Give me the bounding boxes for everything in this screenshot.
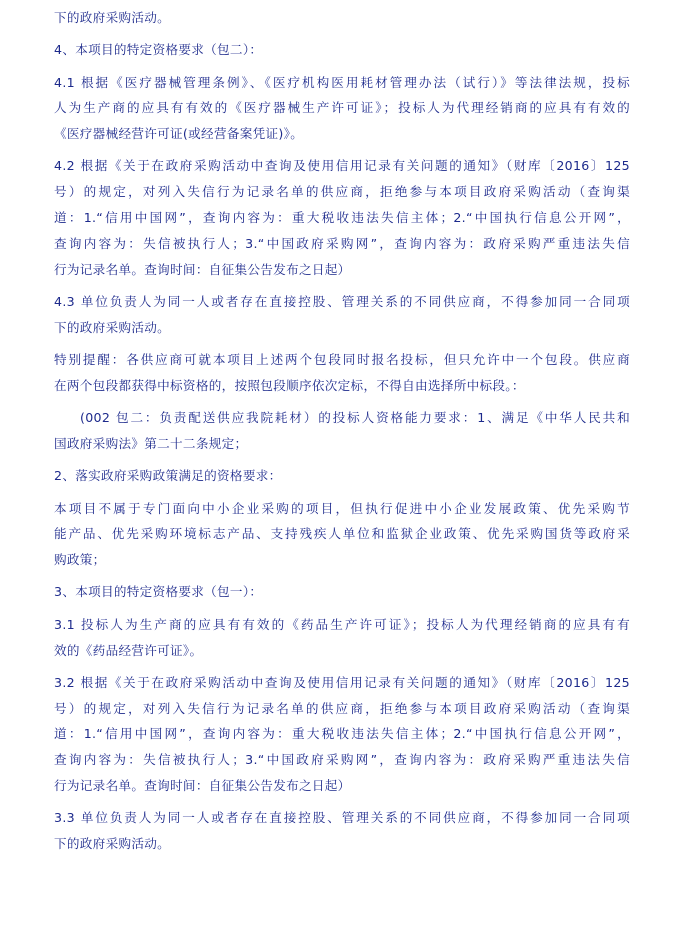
text-line: 行为记录名单。查询时间：自征集公告发布之日起） bbox=[54, 261, 351, 277]
text-line: 本项目不属于专门面向中小企业采购的项目，但执行促进中小企业发展政策、优先采购节 bbox=[54, 500, 630, 516]
text-line: 能产品、优先采购环境标志产品、支持残疾人单位和监狱企业政策、优先采购国货等政府采 bbox=[54, 526, 630, 542]
special-reminder bbox=[54, 347, 630, 399]
paragraph-3-1 bbox=[54, 612, 630, 664]
paragraph-4-2 bbox=[54, 153, 630, 282]
text-line: 4.1 根据《医疗器械管理条例》、《医疗机构医用耗材管理办法（试行）》等法律法规，投标 bbox=[54, 74, 630, 90]
text-line: 4.2 根据《关于在政府采购活动中查询及使用信用记录有关问题的通知》（财库〔2016〕125 bbox=[54, 158, 630, 174]
heading-line: 2、落实政府采购政策满足的资格要求： bbox=[54, 468, 282, 484]
text-line: 号）的规定，对列入失信行为记录名单的供应商，拒绝参与本项目政府采购活动（查询渠 bbox=[54, 184, 630, 200]
section-heading-package-2 bbox=[54, 37, 630, 63]
text-line: 特别提醒：各供应商可就本项目上述两个包段同时报名投标，但只允许中一个包段。供应商 bbox=[54, 352, 630, 368]
text-line: 国政府采购法》第二十二条规定； bbox=[54, 435, 248, 451]
text-line: 效的《药品经营许可证》。 bbox=[54, 642, 203, 658]
text-line: 下的政府采购活动。 bbox=[54, 836, 171, 852]
text-line: 购政策； bbox=[54, 552, 106, 568]
section-heading-policy bbox=[54, 463, 630, 489]
text-line: 3.2 根据《关于在政府采购活动中查询及使用信用记录有关问题的通知》（财库〔2016〕125 bbox=[54, 674, 630, 690]
paragraph-3-3 bbox=[54, 805, 630, 857]
text-line: 查询内容为：失信被执行人；3.“中国政府采购网”，查询内容为：政府采购严重违法失信 bbox=[54, 235, 630, 251]
text-line: 查询内容为：失信被执行人；3.“中国政府采购网”，查询内容为：政府采购严重违法失信 bbox=[54, 752, 630, 768]
text-line: 行为记录名单。查询时间：自征集公告发布之日起） bbox=[54, 778, 351, 794]
text-line: 下的政府采购活动。 bbox=[54, 319, 171, 335]
paragraph-3-2 bbox=[54, 670, 630, 799]
heading-line: 4、本项目的特定资格要求（包二）： bbox=[54, 42, 263, 58]
paragraph-4-3 bbox=[54, 289, 630, 341]
paragraph-policy bbox=[54, 496, 630, 573]
text-line: (002 包二：负责配送供应我院耗材）的投标人资格能力要求：1、满足《中华人民共和 bbox=[80, 410, 630, 426]
document-body bbox=[54, 5, 630, 857]
paragraph bbox=[54, 5, 630, 31]
package-002-requirements bbox=[54, 405, 630, 457]
heading-line: 3、本项目的特定资格要求（包一）： bbox=[54, 584, 263, 600]
text-line: 道：1.“信用中国网”，查询内容为：重大税收违法失信主体；2.“中国执行信息公开网”， bbox=[54, 726, 630, 742]
text-line: 4.3 单位负责人为同一人或者存在直接控股、管理关系的不同供应商，不得参加同一合同项 bbox=[54, 293, 630, 309]
text-line: 下的政府采购活动。 bbox=[54, 10, 171, 25]
text-line: 在两个包段都获得中标资格的，按照包段顺序依次定标，不得自由选择所中标段。： bbox=[54, 377, 525, 393]
paragraph-4-1 bbox=[54, 70, 630, 147]
text-line: 号）的规定，对列入失信行为记录名单的供应商，拒绝参与本项目政府采购活动（查询渠 bbox=[54, 700, 630, 716]
text-line: 3.3 单位负责人为同一人或者存在直接控股、管理关系的不同供应商，不得参加同一合同项 bbox=[54, 810, 630, 826]
section-heading-package-1 bbox=[54, 579, 630, 605]
text-line: 3.1 投标人为生产商的应具有有效的《药品生产许可证》；投标人为代理经销商的应具有有 bbox=[54, 616, 630, 632]
text-line: 人为生产商的应具有有效的《医疗器械生产许可证》；投标人为代理经销商的应具有有效的 bbox=[54, 100, 630, 116]
text-line: 道：1.“信用中国网”，查询内容为：重大税收违法失信主体；2.“中国执行信息公开网”， bbox=[54, 210, 630, 226]
text-line: 《医疗器械经营许可证(或经营备案凭证)》。 bbox=[54, 126, 304, 142]
